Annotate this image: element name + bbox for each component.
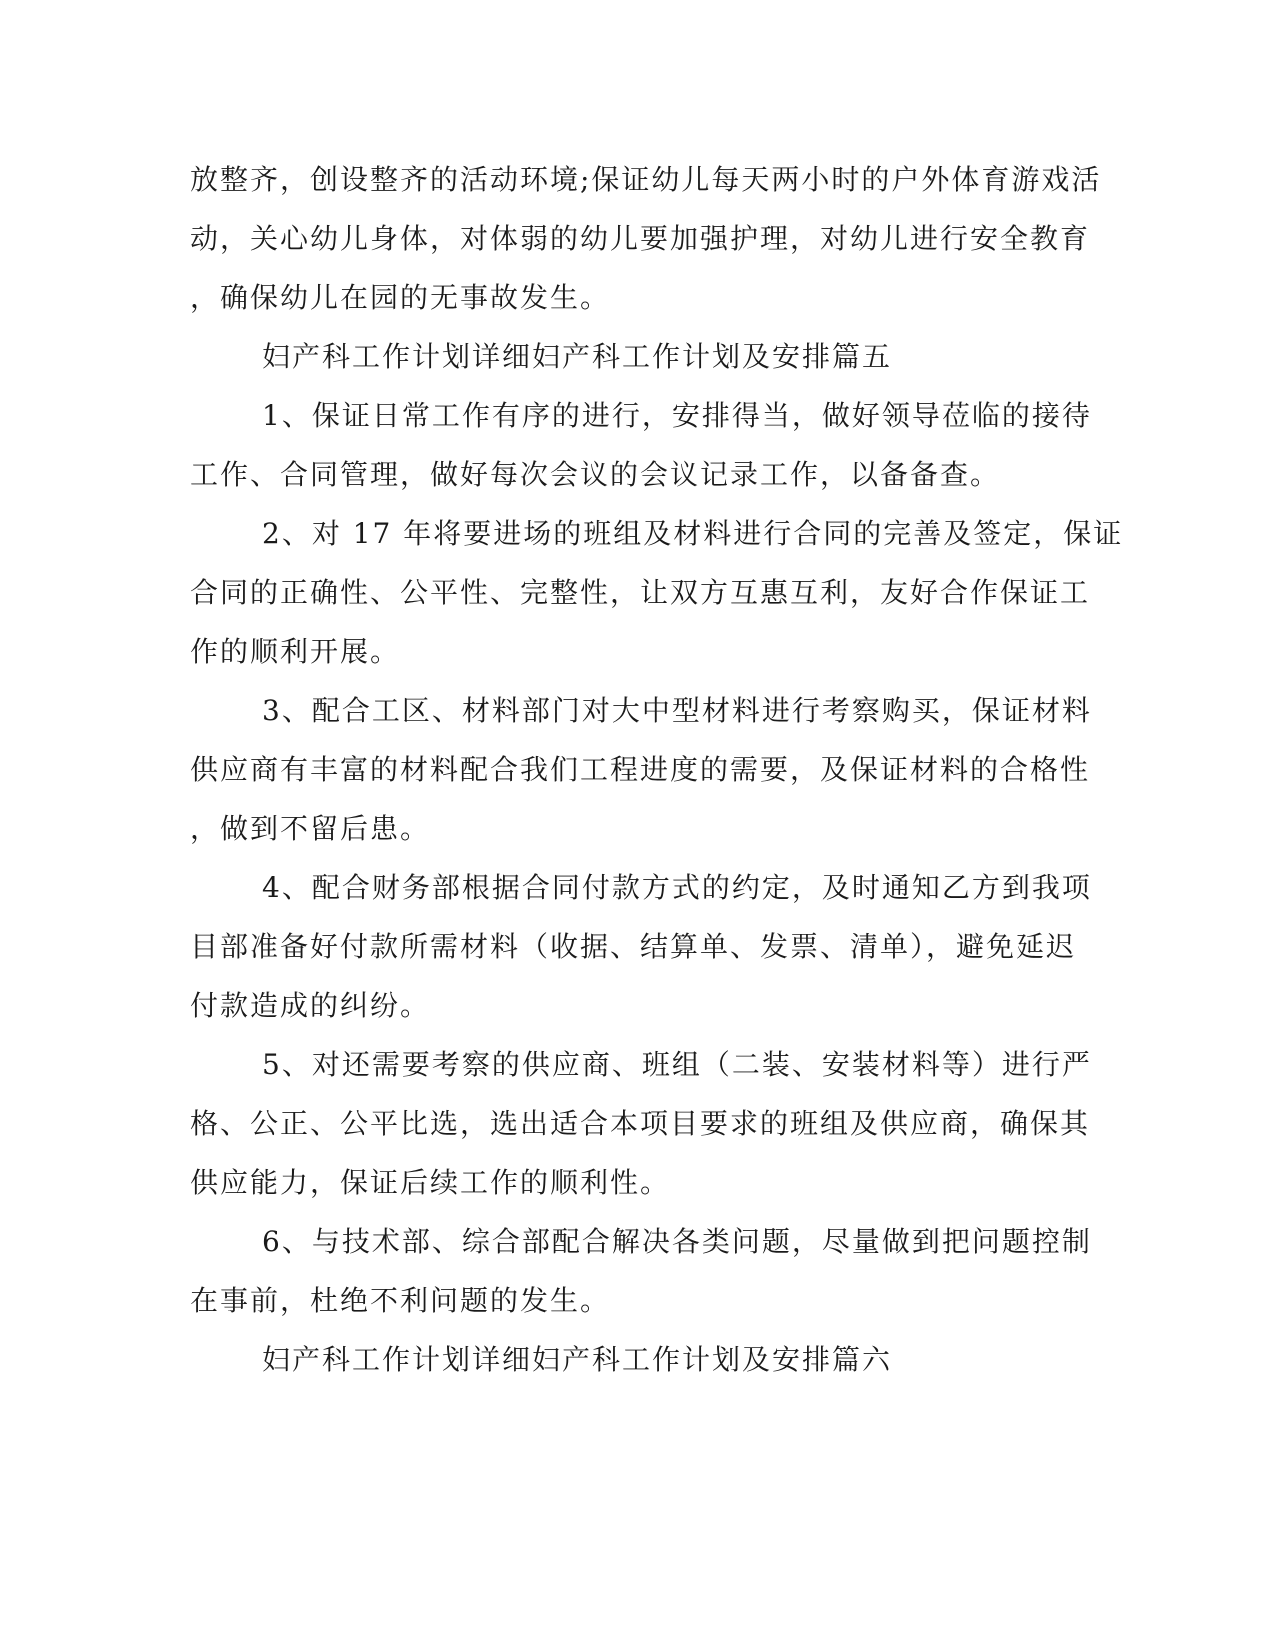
text-line: 目部准备好付款所需材料（收据、结算单、发票、清单），避免延迟 — [190, 930, 1077, 963]
text-line: 付款造成的纠纷。 — [190, 989, 431, 1022]
text-line: 工作、合同管理，做好每次会议的会议记录工作，以备备查。 — [190, 458, 1001, 491]
text-line: 1、保证日常工作有序的进行，安排得当，做好领导莅临的接待 — [262, 399, 1092, 432]
section-heading: 妇产科工作计划详细妇产科工作计划及安排篇五 — [262, 340, 893, 373]
text-line: 作的顺利开展。 — [190, 635, 401, 668]
text-line: 合同的正确性、公平性、完整性，让双方互惠互利，友好合作保证工 — [190, 576, 1091, 609]
text-line: 6、与技术部、综合部配合解决各类问题，尽量做到把问题控制 — [262, 1225, 1092, 1258]
text-line: 放整齐，创设整齐的活动环境;保证幼儿每天两小时的户外体育游戏活 — [190, 163, 1102, 196]
text-line: 格、公正、公平比选，选出适合本项目要求的班组及供应商，确保其 — [190, 1107, 1091, 1140]
text-line: ，确保幼儿在园的无事故发生。 — [190, 281, 611, 314]
text-line: 4、配合财务部根据合同付款方式的约定，及时通知乙方到我项 — [262, 871, 1092, 904]
section-heading: 妇产科工作计划详细妇产科工作计划及安排篇六 — [262, 1343, 893, 1376]
text-line: 2、对 17 年将要进场的班组及材料进行合同的完善及签定，保证 — [262, 517, 1124, 550]
text-line: 供应商有丰富的材料配合我们工程进度的需要，及保证材料的合格性 — [190, 753, 1091, 786]
text-line: 在事前，杜绝不利问题的发生。 — [190, 1284, 611, 1317]
text-line: ，做到不留后患。 — [190, 812, 431, 845]
text-line: 3、配合工区、材料部门对大中型材料进行考察购买，保证材料 — [262, 694, 1092, 727]
text-line: 5、对还需要考察的供应商、班组（二装、安装材料等）进行严 — [262, 1048, 1092, 1081]
text-line: 供应能力，保证后续工作的顺利性。 — [190, 1166, 671, 1199]
text-line: 动，关心幼儿身体，对体弱的幼儿要加强护理，对幼儿进行安全教育 — [190, 222, 1091, 255]
